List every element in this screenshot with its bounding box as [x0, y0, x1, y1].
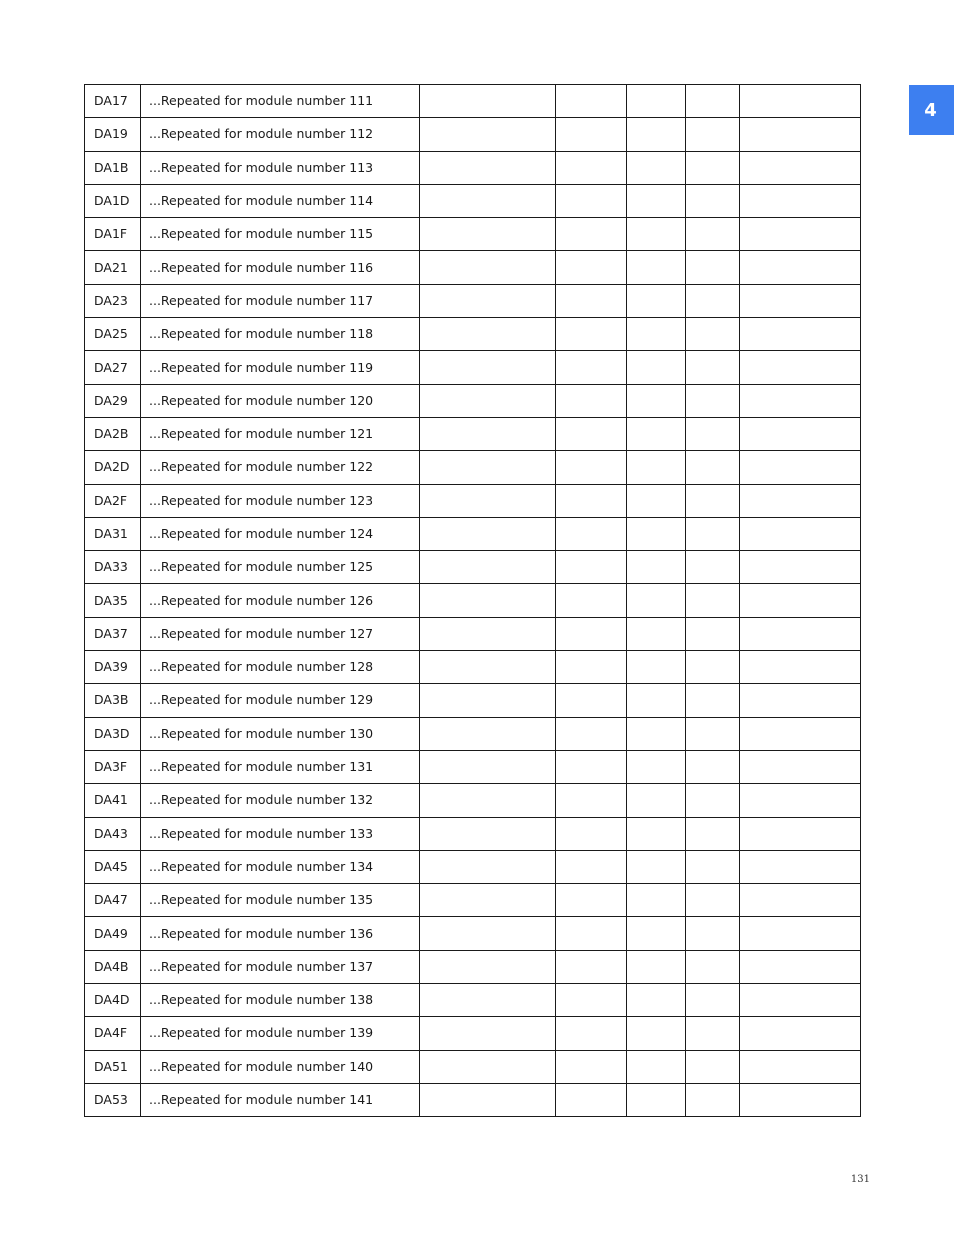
empty-cell [686, 118, 740, 151]
empty-cell [420, 684, 556, 717]
address-cell: DA43 [85, 817, 141, 850]
address-cell: DA2B [85, 417, 141, 450]
empty-cell [556, 1083, 627, 1116]
address-cell: DA3B [85, 684, 141, 717]
empty-cell [686, 717, 740, 750]
empty-cell [556, 617, 627, 650]
description-cell: ...Repeated for module number 135 [141, 884, 420, 917]
empty-cell [686, 251, 740, 284]
empty-cell [420, 118, 556, 151]
description-cell: ...Repeated for module number 118 [141, 318, 420, 351]
description-cell: ...Repeated for module number 117 [141, 284, 420, 317]
empty-cell [686, 1083, 740, 1116]
empty-cell [686, 750, 740, 783]
address-cell: DA17 [85, 85, 141, 118]
address-cell: DA2D [85, 451, 141, 484]
address-cell: DA37 [85, 617, 141, 650]
empty-cell [686, 318, 740, 351]
description-cell: ...Repeated for module number 122 [141, 451, 420, 484]
empty-cell [420, 950, 556, 983]
table-row [85, 584, 861, 617]
empty-cell [627, 784, 686, 817]
address-cell: DA3D [85, 717, 141, 750]
table-row [85, 284, 861, 317]
empty-cell [420, 351, 556, 384]
empty-cell [420, 384, 556, 417]
empty-cell [740, 218, 861, 251]
empty-cell [556, 451, 627, 484]
address-cell: DA1D [85, 184, 141, 217]
empty-cell [627, 384, 686, 417]
empty-cell [686, 884, 740, 917]
description-cell: ...Repeated for module number 134 [141, 850, 420, 883]
empty-cell [556, 184, 627, 217]
empty-cell [686, 984, 740, 1017]
table-body [85, 85, 861, 1117]
empty-cell [686, 917, 740, 950]
table-row [85, 1017, 861, 1050]
empty-cell [627, 617, 686, 650]
empty-cell [556, 318, 627, 351]
address-cell: DA29 [85, 384, 141, 417]
empty-cell [420, 584, 556, 617]
empty-cell [740, 318, 861, 351]
empty-cell [686, 451, 740, 484]
empty-cell [420, 284, 556, 317]
empty-cell [556, 717, 627, 750]
empty-cell [740, 784, 861, 817]
empty-cell [740, 184, 861, 217]
table-row [85, 984, 861, 1017]
empty-cell [740, 85, 861, 118]
empty-cell [420, 817, 556, 850]
empty-cell [740, 1017, 861, 1050]
table-row [85, 950, 861, 983]
empty-cell [420, 484, 556, 517]
empty-cell [556, 584, 627, 617]
empty-cell [740, 817, 861, 850]
empty-cell [420, 184, 556, 217]
table-row [85, 517, 861, 550]
empty-cell [556, 85, 627, 118]
page-number: 131 [850, 1174, 870, 1185]
empty-cell [420, 517, 556, 550]
empty-cell [627, 651, 686, 684]
empty-cell [420, 417, 556, 450]
table-row [85, 651, 861, 684]
empty-cell [420, 750, 556, 783]
empty-cell [740, 517, 861, 550]
empty-cell [627, 684, 686, 717]
description-cell: ...Repeated for module number 125 [141, 551, 420, 584]
empty-cell [627, 551, 686, 584]
table-row [85, 1050, 861, 1083]
empty-cell [420, 551, 556, 584]
table-row [85, 351, 861, 384]
chapter-tab [909, 85, 954, 135]
empty-cell [740, 584, 861, 617]
empty-cell [420, 1083, 556, 1116]
empty-cell [740, 151, 861, 184]
description-cell: ...Repeated for module number 112 [141, 118, 420, 151]
empty-cell [740, 1050, 861, 1083]
empty-cell [556, 384, 627, 417]
address-cell: DA51 [85, 1050, 141, 1083]
description-cell: ...Repeated for module number 121 [141, 417, 420, 450]
empty-cell [556, 151, 627, 184]
empty-cell [627, 917, 686, 950]
empty-cell [686, 617, 740, 650]
description-cell: ...Repeated for module number 127 [141, 617, 420, 650]
empty-cell [556, 750, 627, 783]
description-cell: ...Repeated for module number 123 [141, 484, 420, 517]
empty-cell [627, 251, 686, 284]
empty-cell [686, 684, 740, 717]
table-row [85, 817, 861, 850]
empty-cell [686, 351, 740, 384]
address-cell: DA4F [85, 1017, 141, 1050]
empty-cell [686, 1050, 740, 1083]
empty-cell [686, 817, 740, 850]
address-cell: DA21 [85, 251, 141, 284]
empty-cell [556, 251, 627, 284]
empty-cell [627, 984, 686, 1017]
empty-cell [420, 850, 556, 883]
empty-cell [627, 717, 686, 750]
description-cell: ...Repeated for module number 128 [141, 651, 420, 684]
description-cell: ...Repeated for module number 139 [141, 1017, 420, 1050]
empty-cell [627, 318, 686, 351]
description-cell: ...Repeated for module number 129 [141, 684, 420, 717]
empty-cell [740, 984, 861, 1017]
empty-cell [740, 284, 861, 317]
table-row [85, 750, 861, 783]
empty-cell [686, 85, 740, 118]
empty-cell [556, 1017, 627, 1050]
empty-cell [627, 184, 686, 217]
empty-cell [627, 817, 686, 850]
description-cell: ...Repeated for module number 131 [141, 750, 420, 783]
address-cell: DA31 [85, 517, 141, 550]
empty-cell [627, 1083, 686, 1116]
empty-cell [740, 717, 861, 750]
description-cell: ...Repeated for module number 116 [141, 251, 420, 284]
empty-cell [740, 251, 861, 284]
empty-cell [740, 884, 861, 917]
address-cell: DA1B [85, 151, 141, 184]
address-cell: DA4D [85, 984, 141, 1017]
address-cell: DA33 [85, 551, 141, 584]
table-row [85, 451, 861, 484]
table-row [85, 85, 861, 118]
description-cell: ...Repeated for module number 114 [141, 184, 420, 217]
address-cell: DA3F [85, 750, 141, 783]
empty-cell [556, 984, 627, 1017]
empty-cell [627, 218, 686, 251]
empty-cell [686, 551, 740, 584]
empty-cell [420, 251, 556, 284]
address-cell: DA53 [85, 1083, 141, 1116]
address-cell: DA39 [85, 651, 141, 684]
empty-cell [740, 750, 861, 783]
table-row [85, 617, 861, 650]
empty-cell [740, 1083, 861, 1116]
empty-cell [420, 984, 556, 1017]
empty-cell [686, 651, 740, 684]
description-cell: ...Repeated for module number 115 [141, 218, 420, 251]
description-cell: ...Repeated for module number 126 [141, 584, 420, 617]
empty-cell [420, 884, 556, 917]
empty-cell [420, 451, 556, 484]
empty-cell [740, 118, 861, 151]
empty-cell [556, 651, 627, 684]
empty-cell [686, 950, 740, 983]
empty-cell [740, 651, 861, 684]
empty-cell [740, 917, 861, 950]
description-cell: ...Repeated for module number 113 [141, 151, 420, 184]
empty-cell [686, 484, 740, 517]
description-cell: ...Repeated for module number 132 [141, 784, 420, 817]
empty-cell [740, 850, 861, 883]
address-cell: DA41 [85, 784, 141, 817]
empty-cell [740, 551, 861, 584]
empty-cell [686, 584, 740, 617]
empty-cell [627, 1017, 686, 1050]
empty-cell [420, 218, 556, 251]
address-cell: DA27 [85, 351, 141, 384]
empty-cell [556, 551, 627, 584]
table-row [85, 151, 861, 184]
empty-cell [740, 417, 861, 450]
table-row [85, 917, 861, 950]
table-row [85, 1083, 861, 1116]
empty-cell [420, 717, 556, 750]
empty-cell [627, 584, 686, 617]
empty-cell [420, 651, 556, 684]
empty-cell [627, 151, 686, 184]
empty-cell [686, 184, 740, 217]
empty-cell [740, 950, 861, 983]
empty-cell [420, 85, 556, 118]
description-cell: ...Repeated for module number 137 [141, 950, 420, 983]
description-cell: ...Repeated for module number 120 [141, 384, 420, 417]
table-row [85, 850, 861, 883]
table-row [85, 551, 861, 584]
address-cell: DA2F [85, 484, 141, 517]
table-row [85, 684, 861, 717]
empty-cell [420, 1017, 556, 1050]
empty-cell [556, 118, 627, 151]
empty-cell [686, 284, 740, 317]
empty-cell [627, 850, 686, 883]
table-row [85, 784, 861, 817]
description-cell: ...Repeated for module number 140 [141, 1050, 420, 1083]
empty-cell [627, 884, 686, 917]
empty-cell [627, 118, 686, 151]
empty-cell [627, 484, 686, 517]
empty-cell [627, 950, 686, 983]
empty-cell [740, 617, 861, 650]
empty-cell [556, 817, 627, 850]
table-row [85, 384, 861, 417]
address-cell: DA19 [85, 118, 141, 151]
chapter-tab-label: 4 [924, 99, 937, 121]
empty-cell [556, 417, 627, 450]
empty-cell [686, 1017, 740, 1050]
description-cell: ...Repeated for module number 119 [141, 351, 420, 384]
empty-cell [556, 884, 627, 917]
table-row [85, 717, 861, 750]
empty-cell [627, 351, 686, 384]
empty-cell [556, 351, 627, 384]
table-row [85, 251, 861, 284]
description-cell: ...Repeated for module number 124 [141, 517, 420, 550]
empty-cell [740, 484, 861, 517]
empty-cell [627, 750, 686, 783]
empty-cell [686, 384, 740, 417]
empty-cell [420, 917, 556, 950]
empty-cell [627, 284, 686, 317]
address-cell: DA25 [85, 318, 141, 351]
empty-cell [627, 517, 686, 550]
empty-cell [420, 1050, 556, 1083]
empty-cell [556, 917, 627, 950]
address-cell: DA4B [85, 950, 141, 983]
empty-cell [556, 284, 627, 317]
empty-cell [420, 784, 556, 817]
description-cell: ...Repeated for module number 138 [141, 984, 420, 1017]
empty-cell [686, 151, 740, 184]
empty-cell [740, 351, 861, 384]
empty-cell [686, 850, 740, 883]
empty-cell [556, 850, 627, 883]
description-cell: ...Repeated for module number 141 [141, 1083, 420, 1116]
empty-cell [686, 218, 740, 251]
table-row [85, 484, 861, 517]
empty-cell [556, 950, 627, 983]
empty-cell [686, 417, 740, 450]
empty-cell [627, 1050, 686, 1083]
empty-cell [556, 218, 627, 251]
empty-cell [686, 517, 740, 550]
description-cell: ...Repeated for module number 133 [141, 817, 420, 850]
address-cell: DA23 [85, 284, 141, 317]
register-table [84, 84, 861, 1117]
empty-cell [420, 318, 556, 351]
empty-cell [740, 384, 861, 417]
empty-cell [627, 85, 686, 118]
empty-cell [740, 451, 861, 484]
description-cell: ...Repeated for module number 136 [141, 917, 420, 950]
empty-cell [627, 451, 686, 484]
address-cell: DA45 [85, 850, 141, 883]
address-cell: DA1F [85, 218, 141, 251]
empty-cell [420, 617, 556, 650]
empty-cell [556, 784, 627, 817]
address-cell: DA35 [85, 584, 141, 617]
table-row [85, 318, 861, 351]
empty-cell [556, 517, 627, 550]
table-row [85, 184, 861, 217]
description-cell: ...Repeated for module number 130 [141, 717, 420, 750]
empty-cell [556, 1050, 627, 1083]
empty-cell [556, 684, 627, 717]
empty-cell [556, 484, 627, 517]
empty-cell [740, 684, 861, 717]
table-row [85, 417, 861, 450]
empty-cell [420, 151, 556, 184]
address-cell: DA47 [85, 884, 141, 917]
empty-cell [627, 417, 686, 450]
address-cell: DA49 [85, 917, 141, 950]
description-cell: ...Repeated for module number 111 [141, 85, 420, 118]
table-row [85, 218, 861, 251]
table-row [85, 118, 861, 151]
table-row [85, 884, 861, 917]
empty-cell [686, 784, 740, 817]
